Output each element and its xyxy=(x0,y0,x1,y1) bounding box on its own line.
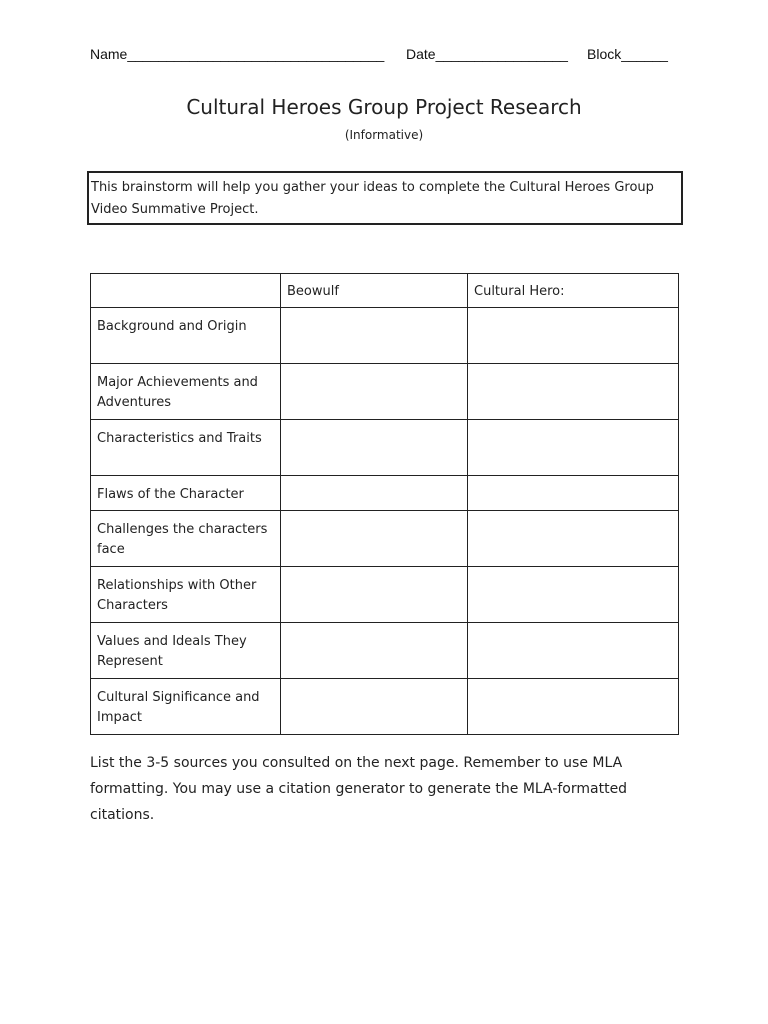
intro-box: This brainstorm will help you gather your ideas to complete the Cultural Heroes Group Video Summative Project. xyxy=(87,171,683,225)
page-title: Cultural Heroes Group Project Research xyxy=(186,95,582,119)
table-row xyxy=(91,308,679,364)
row-label: Characteristics and Traits xyxy=(91,420,281,476)
beowulf-cell xyxy=(281,679,468,735)
table-row xyxy=(91,567,679,623)
row-label: Major Achievements and Adventures xyxy=(91,364,281,420)
cultural-hero-cell xyxy=(468,679,679,735)
cultural-hero-cell xyxy=(468,420,679,476)
table-row xyxy=(91,364,679,420)
row-label: Relationships with Other Characters xyxy=(91,567,281,623)
cultural-hero-cell xyxy=(468,623,679,679)
table-header-row xyxy=(91,274,679,308)
date-field: Date_________________ xyxy=(406,46,568,62)
block-field: Block______ xyxy=(587,46,668,62)
beowulf-cell xyxy=(281,511,468,567)
cultural-hero-cell xyxy=(468,364,679,420)
beowulf-cell xyxy=(281,308,468,364)
research-table xyxy=(90,273,679,735)
table-row xyxy=(91,420,679,476)
header-cell-blank xyxy=(91,274,281,308)
beowulf-cell xyxy=(281,567,468,623)
row-label: Challenges the characters face xyxy=(91,511,281,567)
row-label: Cultural Significance and Impact xyxy=(91,679,281,735)
cultural-hero-cell xyxy=(468,476,679,511)
row-label: Flaws of the Character xyxy=(91,476,281,511)
table-row xyxy=(91,679,679,735)
beowulf-cell xyxy=(281,623,468,679)
table-row xyxy=(91,623,679,679)
table-row xyxy=(91,476,679,511)
header-cell-beowulf: Beowulf xyxy=(281,274,468,308)
name-field: Name_________________________________ xyxy=(90,46,385,62)
cultural-hero-cell xyxy=(468,511,679,567)
row-label: Values and Ideals They Represent xyxy=(91,623,281,679)
beowulf-cell xyxy=(281,420,468,476)
cultural-hero-cell xyxy=(468,567,679,623)
header-fields xyxy=(90,46,680,66)
page-subtitle: (Informative) xyxy=(344,128,424,142)
cultural-hero-cell xyxy=(468,308,679,364)
header-cell-cultural-hero: Cultural Hero: xyxy=(468,274,679,308)
table-row xyxy=(91,511,679,567)
beowulf-cell xyxy=(281,364,468,420)
row-label: Background and Origin xyxy=(91,308,281,364)
beowulf-cell xyxy=(281,476,468,511)
sources-instructions: List the 3-5 sources you consulted on the next page. Remember to use MLA formatting. You may use a citation generator to generate the MLA-formatted citations. xyxy=(90,755,628,823)
